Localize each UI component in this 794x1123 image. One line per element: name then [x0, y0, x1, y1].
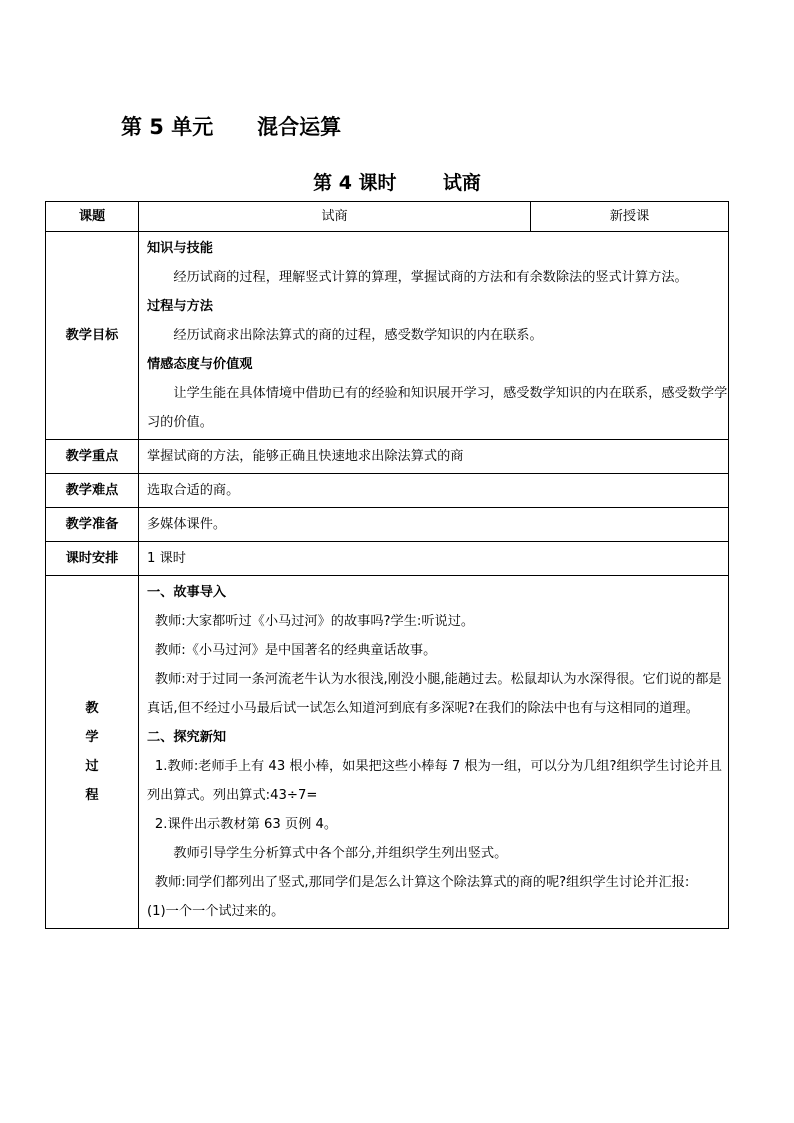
lesson-title: 第 4 课时 试商 — [313, 172, 481, 194]
process-label — [46, 576, 139, 929]
topic-label: 课题 — [46, 202, 139, 232]
topic-value: 试商 — [139, 202, 531, 232]
lesson-plan-table — [45, 201, 729, 929]
objective-text: 经历试商求出除法算式的商的过程，感受数学知识的内在联系。 — [173, 328, 543, 343]
paragraph: 教师:大家都听过《小马过河》的故事吗?学生:听说过。 — [154, 614, 475, 629]
section-heading: 二、探究新知 — [147, 730, 227, 745]
schedule-row — [46, 542, 729, 576]
paragraph: 教师:同学们都列出了竖式,那同学们是怎么计算这个除法算式的商的呢?组织学生讨论并汇报: — [154, 875, 690, 890]
key-point-text: 掌握试商的方法，能够正确且快速地求出除法算式的商 — [139, 440, 729, 474]
process-label-char: 过 — [85, 759, 99, 774]
paragraph: 教师:对于过同一条河流老牛认为水很浅,刚没小腿,能趟过去。松鼠却认为水深得很。它们说的都是真话,但不经过小马最后试一试怎么知道河到底有多深呢?在我们的除法中也有与这相同的道理。 — [147, 672, 722, 716]
preparation-label: 教学准备 — [46, 508, 139, 542]
section-heading: 一、故事导入 — [147, 585, 227, 600]
topic-row — [46, 202, 729, 232]
key-point-row — [46, 440, 729, 474]
objective-heading: 过程与方法 — [147, 299, 213, 314]
difficulty-text: 选取合适的商。 — [139, 474, 729, 508]
objective-heading: 情感态度与价值观 — [147, 357, 253, 372]
paragraph: 1.教师:老师手上有 43 根小棒，如果把这些小棒每 7 根为一组，可以分为几组?组织学生讨论并且列出算式。列出算式:43÷7= — [147, 759, 722, 803]
objective-text: 让学生能在具体情境中借助已有的经验和知识展开学习，感受数学知识的内在联系，感受数学学习的价值。 — [147, 386, 728, 430]
process-label-char: 学 — [85, 730, 99, 745]
process-label-char: 教 — [85, 701, 99, 716]
lesson-type: 新授课 — [531, 202, 729, 232]
paragraph: 教师:《小马过河》是中国著名的经典童话故事。 — [154, 643, 437, 658]
process-content — [139, 576, 729, 929]
key-point-label: 教学重点 — [46, 440, 139, 474]
objectives-label: 教学目标 — [46, 232, 139, 440]
schedule-text: 1 课时 — [139, 542, 729, 576]
paragraph: 2.课件出示教材第 63 页例 4。 — [154, 817, 338, 832]
preparation-row — [46, 508, 729, 542]
difficulty-row — [46, 474, 729, 508]
objective-heading: 知识与技能 — [147, 241, 213, 256]
objectives-content — [139, 232, 729, 440]
unit-title: 第 5 单元 混合运算 — [121, 115, 342, 139]
paragraph: 教师引导学生分析算式中各个部分,并组织学生列出竖式。 — [173, 846, 508, 861]
preparation-text: 多媒体课件。 — [139, 508, 729, 542]
objectives-row — [46, 232, 729, 440]
difficulty-label: 教学难点 — [46, 474, 139, 508]
process-row — [46, 576, 729, 929]
schedule-label: 课时安排 — [46, 542, 139, 576]
objective-text: 经历试商的过程，理解竖式计算的算理，掌握试商的方法和有余数除法的竖式计算方法。 — [173, 270, 688, 285]
process-label-char: 程 — [85, 788, 99, 803]
paragraph: (1)一个一个试过来的。 — [147, 904, 285, 919]
